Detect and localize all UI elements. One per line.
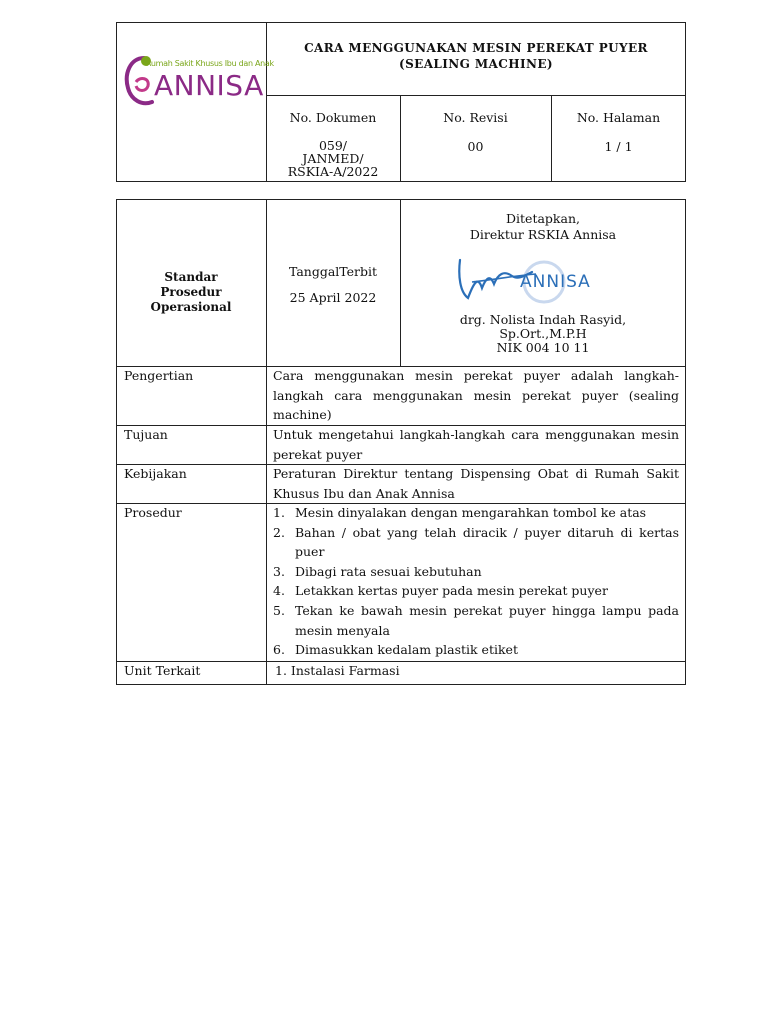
kebijakan-text: Peraturan Direktur tentang Dispensing Obat di Rumah Sakit Khusus Ibu dan Anak Annisa: [273, 466, 679, 501]
step-number: 5.: [273, 602, 285, 618]
list-item: [273, 503, 679, 523]
pengertian-text: Cara menggunakan mesin perekat puyer adalah langkah-langkah cara menggunakan mesin perekat puyer (sealing machine): [273, 368, 679, 423]
signature-stamp: [452, 252, 622, 308]
list-item: [273, 523, 679, 562]
unit-text: 1. Instalasi Farmasi: [275, 663, 400, 678]
doc-number-line3: RSKIA-A/2022: [287, 164, 379, 179]
sop-label-line2: Prosedur: [160, 285, 222, 299]
step-text: Dimasukkan kedalam plastik etiket: [295, 642, 518, 658]
step-text: Mesin dinyalakan dengan mengarahkan tombol ke atas: [295, 505, 647, 520]
signer-nik: NIK 004 10 11: [496, 340, 590, 355]
revision-label: No. Revisi: [443, 110, 508, 125]
issue-date-value: 25 April 2022: [289, 290, 377, 305]
step-text: Bahan / obat yang telah diracik / puyer ditaruh di kertas puer: [295, 524, 679, 560]
step-number: 4.: [273, 583, 285, 599]
header-divider-title: [266, 95, 686, 96]
step-number: 3.: [273, 563, 285, 579]
sop-label-line1: Standar: [164, 270, 218, 284]
prosedur-list: [273, 503, 679, 660]
sop-label-line3: Operasional: [150, 300, 232, 314]
page-label: No. Halaman: [576, 110, 661, 125]
hospital-logo: [122, 52, 274, 112]
document-title: [266, 40, 686, 72]
approval-block: [400, 211, 686, 243]
page-value: 1 / 1: [604, 139, 633, 154]
doc-number-line2: JANMED/: [302, 151, 364, 166]
approval-line1: Ditetapkan,: [506, 211, 580, 226]
step-text: Letakkan kertas puyer pada mesin perekat puyer: [295, 583, 608, 599]
row-line-unit: [116, 661, 686, 662]
signer-title: Sp.Ort.,M.P.H: [499, 326, 587, 341]
step-number: 6.: [273, 642, 285, 658]
sop-label: [116, 270, 266, 315]
tujuan-label: Tujuan: [124, 427, 168, 442]
step-number: 2.: [273, 524, 285, 540]
tujuan-text: Untuk mengetahui langkah-langkah cara menggunakan mesin perekat puyer: [273, 427, 679, 462]
pengertian-label: Pengertian: [124, 368, 194, 383]
step-text: Tekan ke bawah mesin perekat puyer hingga lampu pada mesin menyala: [295, 602, 679, 638]
document-title-line1: CARA MENGGUNAKAN MESIN PEREKAT PUYER: [304, 41, 648, 55]
unit-label: Unit Terkait: [124, 663, 201, 678]
step-number: 1.: [273, 505, 285, 520]
logo-top-text: Rumah Sakit Khusus Ibu dan Anak: [146, 59, 274, 68]
stamp-text: ANNISA: [520, 272, 591, 292]
issue-date-label: TanggalTerbit: [288, 264, 378, 279]
list-item: [273, 640, 679, 660]
list-item: [273, 562, 679, 582]
logo-name: ANNISA: [154, 69, 264, 102]
step-text: Dibagi rata sesuai kebutuhan: [295, 563, 482, 579]
list-item: [273, 601, 679, 640]
doc-number-label: No. Dokumen: [289, 110, 377, 125]
approval-line2: Direktur RSKIA Annisa: [469, 227, 617, 242]
doc-number-line1: 059/: [318, 138, 348, 153]
signer-block: [400, 313, 686, 355]
prosedur-label: Prosedur: [124, 505, 182, 520]
kebijakan-label: Kebijakan: [124, 466, 187, 481]
document-title-line2: (SEALING MACHINE): [399, 57, 553, 71]
list-item: [273, 581, 679, 601]
revision-value: 00: [467, 139, 484, 154]
signer-name: drg. Nolista Indah Rasyid,: [459, 312, 627, 327]
doc-number-value: [266, 139, 400, 178]
